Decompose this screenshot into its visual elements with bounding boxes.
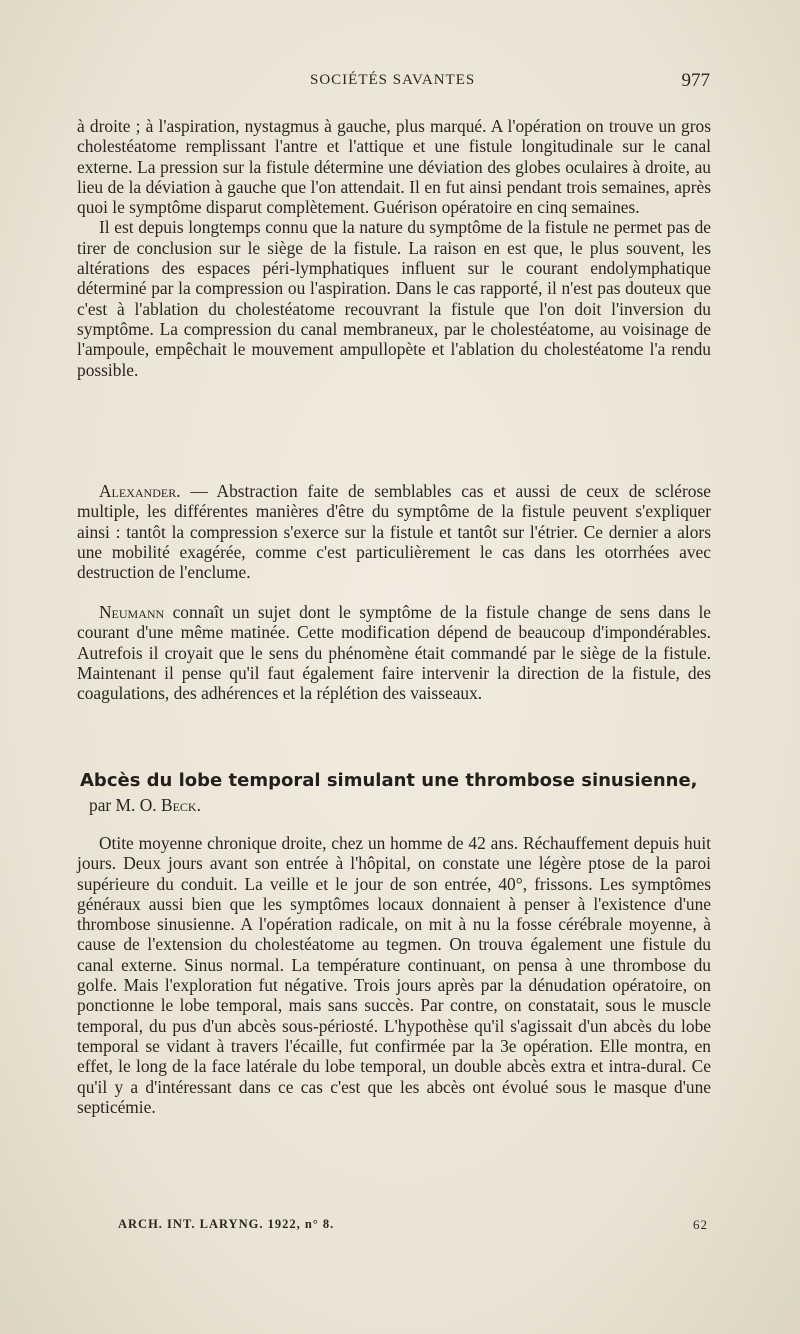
page-number: 977 [681,70,710,91]
section-title: Abcès du lobe temporal simulant une thrombose sinusienne, [80,770,698,791]
section-author [89,795,201,816]
speaker-remarks: — Abstraction faite de semblables cas et aussi de ceux de sclérose multiple, les différentes manières d'être du symptôme de la fistule peuvent s'expliquer ainsi : tantôt la compression s'exerce sur la fistule et tantôt sur l'étrier. Ce dernier a alors une mobilité exagérée, comme c'est particulièrement le cas dans les otorrhées avec destruction de l'enclume. [77,481,711,583]
speaker-remarks: connaît un sujet dont le symptôme de la fistule change de sens dans le courant d'une même matinée. Cette modification dépend de beaucoup d'impondérables. Autrefois il croyait que le sens du phénomène était commandé par le siège de la fistule. Maintenant il pense qu'il faut également faire intervenir la direction de la fistule, des coagulations, des adhérences et la réplétion des vaisseaux. [77,602,711,704]
running-head: SOCIÉTÉS SAVANTES [310,72,476,88]
page-footer [118,1217,708,1237]
case-report-continuation [77,116,711,380]
journal-signature: ARCH. INT. LARYNG. 1922, n° 8. [118,1217,335,1231]
paragraph: Il est depuis longtemps connu que la nature du symptôme de la fistule ne permet pas de tirer de conclusion sur le siège de la fistule. La raison en est que, le plus souvent, les altérations des espaces péri-lymphatiques influent sur le courant endolymphatique déterminé par la compression ou l'aspiration. Dans le cas rapporté, il n'est pas douteux que c'est à l'ablation du cholestéatome recouvrant la fistule que l'on doit l'inversion du symptôme. La compression du canal membraneux, par le cholestéatome, au voisinage de l'ampoule, empêchait le mouvement ampullopète et l'ablation du cholestéatome l'a rendu possible. [77,217,711,380]
author-name: Beck. [160,795,201,815]
speaker-name: Neumann [99,602,165,622]
case-report-beck [77,833,711,1117]
paragraph: Otite moyenne chronique droite, chez un homme de 42 ans. Réchauffement depuis huit jours. Deux jours avant son entrée à l'hôpital, on constate une légère ptose de la paroi supérieure du conduit. La veille et le jour de son entrée, 40°, frissons. Les symptômes généraux aussi bien que les symptômes locaux donnaient à penser à l'existence d'une thrombose sinusienne. A l'opération radicale, on mit à nu la fosse cérébrale moyenne, à cause de l'extension du cholestéatome au tegmen. On trouva également une fistule du canal externe. Sinus normal. La température continuant, on pensa à une thrombose du golfe. Mais l'exploration fut négative. Trois jours après par la dénudation opératoire, on ponctionne le lobe temporal, mais sans succès. Par contre, on constatait, sous le muscle temporal, du pus d'un abcès sous-périosté. L'hypothèse qu'il s'agissait d'un abcès du lobe temporal se vidant à travers l'écaille, fut confirmée par la 3e opération. Elle montra, en effet, le long de la face latérale du lobe temporal, un double abcès extra et intra-dural. Ce qu'il y a d'intéressant dans ce cas c'est que les abcès ont évolué sous le masque d'une septicémie. [77,833,711,1117]
author-prefix: par M. O. [89,795,161,815]
discussion-alexander [77,481,711,582]
discussion-neumann [77,602,711,703]
paragraph [77,481,711,582]
paragraph [77,602,711,703]
sheet-number: 62 [693,1217,708,1232]
page-header [300,72,710,98]
speaker-name: Alexander. [99,481,181,501]
paragraph: à droite ; à l'aspiration, nystagmus à gauche, plus marqué. A l'opération on trouve un gros cholestéatome remplissant l'antre et l'attique et une fistule longitudinale sur le canal externe. La pression sur la fistule détermine une déviation des globes oculaires à droite, au lieu de la déviation à gauche que l'on attendait. Il en fut ainsi pendant trois semaines, après quoi le symptôme disparut complètement. Guérison opératoire en cinq semaines. [77,116,711,218]
